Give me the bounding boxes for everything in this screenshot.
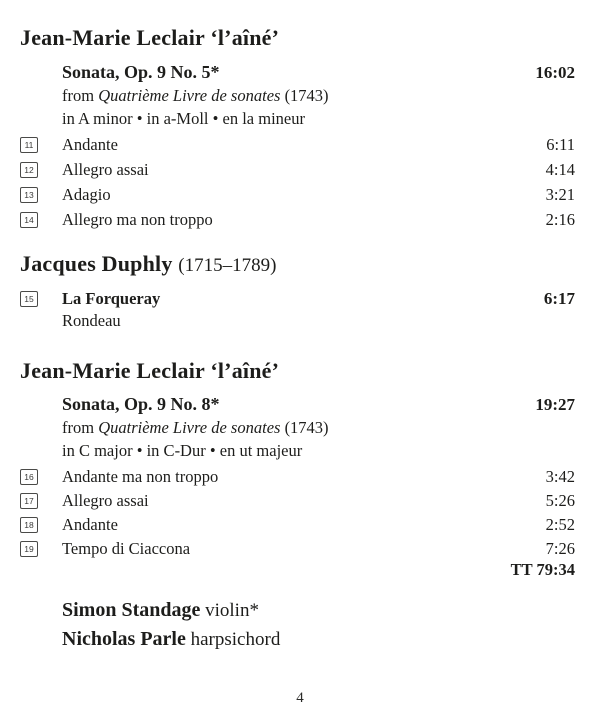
track-title: Allegro assai xyxy=(62,491,149,510)
work-source-line xyxy=(62,418,575,437)
source-year: (1743) xyxy=(284,86,329,105)
source-title: Quatrième Livre de sonates xyxy=(98,418,281,437)
track-title: La Forqueray xyxy=(62,288,161,308)
performer-name: Nicholas Parle xyxy=(62,628,186,650)
track-time: 6:17 xyxy=(543,288,575,308)
source-year: (1743) xyxy=(284,418,329,437)
track-number-box: 14 xyxy=(20,212,38,228)
track-time: 4:14 xyxy=(545,159,575,179)
source-prefix: from xyxy=(62,86,95,105)
work-header xyxy=(62,394,575,415)
track-time: 2:52 xyxy=(545,515,575,534)
track-row xyxy=(20,465,575,489)
source-prefix: from xyxy=(62,418,95,437)
composer-name: Jean-Marie Leclair ‘l’aîné’ xyxy=(20,25,280,50)
track-time: 6:11 xyxy=(546,134,575,154)
track-title: Andante ma non troppo xyxy=(62,467,219,486)
composer-dates: (1715–1789) xyxy=(178,255,277,276)
performer-instrument: harpsichord xyxy=(190,629,281,650)
track-title: Tempo di Ciaccona xyxy=(62,539,191,558)
track-number-box: 12 xyxy=(20,162,38,178)
track-title: Adagio xyxy=(62,184,111,204)
track-number-box: 18 xyxy=(20,517,38,533)
work-title: Sonata, Op. 9 No. 8* xyxy=(62,394,220,414)
work-source-line xyxy=(62,86,575,105)
track-row xyxy=(20,132,575,157)
track-title: Allegro ma non troppo xyxy=(62,209,213,229)
track-title: Allegro assai xyxy=(62,159,149,179)
track-number-box: 11 xyxy=(20,137,38,153)
track-number-box: 19 xyxy=(20,541,38,557)
work-key-line: in A minor • in a-Moll • en la mineur xyxy=(62,109,305,128)
work-header xyxy=(62,62,575,83)
track-row xyxy=(20,537,575,561)
composer-heading xyxy=(20,358,575,384)
composer-name: Jacques Duphly xyxy=(20,251,173,276)
performer-line xyxy=(62,596,575,625)
track-time: 3:42 xyxy=(545,467,575,486)
work-duration: 16:02 xyxy=(535,63,575,82)
track-time: 2:16 xyxy=(545,209,575,229)
source-title: Quatrième Livre de sonates xyxy=(98,86,281,105)
track-number-box: 16 xyxy=(20,469,38,485)
work-key-line: in C major • in C-Dur • en ut majeur xyxy=(62,441,303,460)
composer-heading xyxy=(20,25,575,51)
track-number-box: 15 xyxy=(20,291,38,307)
performers-block xyxy=(62,596,575,654)
track-list xyxy=(20,132,575,232)
track-title: Andante xyxy=(62,515,118,534)
composer-heading xyxy=(20,251,575,279)
track-row xyxy=(20,286,575,311)
page-number: 4 xyxy=(296,690,304,706)
performer-line xyxy=(62,625,575,654)
performer-instrument: violin* xyxy=(205,600,259,621)
track-time: 3:21 xyxy=(545,184,575,204)
composer-name: Jean-Marie Leclair ‘l’aîné’ xyxy=(20,358,280,383)
track-number-box: 17 xyxy=(20,493,38,509)
track-row xyxy=(20,513,575,537)
track-row xyxy=(20,182,575,207)
track-title: Andante xyxy=(62,134,118,154)
track-row xyxy=(20,157,575,182)
performer-name: Simon Standage xyxy=(62,599,201,621)
total-time: TT 79:34 xyxy=(510,560,575,579)
track-row xyxy=(20,207,575,232)
track-time: 5:26 xyxy=(545,491,575,510)
track-row xyxy=(20,489,575,513)
track-time: 7:26 xyxy=(545,539,575,558)
work-duration: 19:27 xyxy=(535,395,575,414)
track-number-box: 13 xyxy=(20,187,38,203)
track-subtitle: Rondeau xyxy=(62,311,121,330)
work-title: Sonata, Op. 9 No. 5* xyxy=(62,62,220,82)
track-list xyxy=(20,465,575,561)
